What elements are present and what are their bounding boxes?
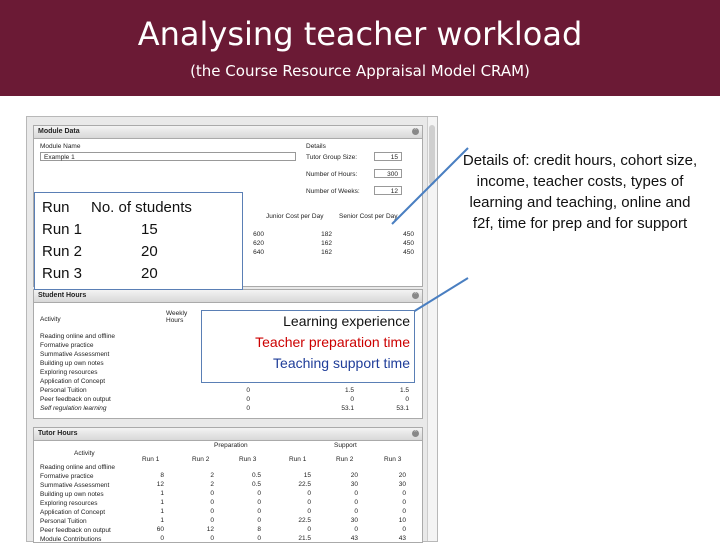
table-cell: 22.5 [298,481,311,488]
table-cell: 0 [307,508,311,515]
table-cell: 12 [156,481,164,488]
student-hours-title: Student Hours [34,290,422,303]
list-item: Exploring resources [40,369,98,376]
student-col-2: 1.5 0 53.1 [341,387,354,412]
table-cell: 0 [210,517,214,524]
list-item: Personal Tuition [40,518,87,525]
list-item: Application of Concept [40,378,106,385]
activity-col-header: Activity [74,450,95,457]
table-cell: 0 [402,490,406,497]
weekly-col-header: Weekly Hours [166,310,188,324]
table-cell: 21.5 [298,535,311,542]
senior-cost-label: Senior Cost per Day [339,213,398,220]
details-label: Details [306,143,326,150]
time-legend-overlay [201,310,415,383]
module-name-label: Module Name [40,143,81,150]
table-cell: 20 [350,472,358,479]
table-cell: 30 [350,517,358,524]
table-cell: 0 [210,499,214,506]
table-cell: 30 [398,481,406,488]
module-name-input[interactable]: Example 1 [40,152,296,161]
table-cell: 0 [307,526,311,533]
page-subtitle: (the Course Resource Appraisal Model CRAM) [190,62,530,80]
run-label: Run 2 [42,243,83,260]
run-header: Run 2 [192,456,210,463]
weeks-label: Number of Weeks: [306,188,360,195]
collapse-icon[interactable]: ⌃ [413,430,418,436]
list-item: Building up own notes [40,360,104,367]
list-item: Reading online and offline [40,333,116,340]
list-item: Self regulation learning [40,405,107,412]
hours-input[interactable]: 300 [374,169,402,178]
table-cell: 0 [354,526,358,533]
table-cell: 0 [354,499,358,506]
support-group-header: Support [334,442,357,449]
student-col-3: 1.5 0 53.1 [396,387,409,412]
run-col-header: Run [42,199,70,216]
list-item: Reading online and offline [40,464,116,471]
tutor-group-input[interactable]: 15 [374,152,402,161]
table-cell: 43 [398,535,406,542]
table-cell: 0 [354,508,358,515]
runs-overlay [34,192,243,290]
details-annotation: Details of: credit hours, cohort size, income, teacher costs, types of learning and teaching, online and f2f, time for prep and for support [462,152,698,232]
teaching-support-label: Teaching support time [273,355,410,371]
table-cell: 8 [257,526,261,533]
tutor-hours-title: Tutor Hours [34,428,422,441]
list-item: Summative Assessment [40,482,110,489]
table-cell: 0 [257,535,261,542]
table-cell: 2 [210,472,214,479]
list-item: Peer feedback on output [40,396,111,403]
cost-col-2: 182 162 162 [321,231,332,256]
page-title: Analysing teacher workload [137,15,583,53]
cost-col-1: 600 620 640 [253,231,264,256]
table-cell: 0 [210,508,214,515]
table-cell: 1 [160,517,164,524]
table-cell: 1 [160,490,164,497]
list-item: Module Contributions [40,536,102,543]
table-cell: 0 [402,499,406,506]
table-cell: 2 [210,481,214,488]
table-cell: 30 [350,481,358,488]
table-cell: 22.5 [298,517,311,524]
table-cell: 0 [307,490,311,497]
list-item: Application of Concept [40,509,106,516]
table-cell: 43 [350,535,358,542]
list-item: Formative practice [40,342,94,349]
table-cell: 0 [257,517,261,524]
student-count: 20 [141,243,158,260]
hours-label: Number of Hours: [306,171,358,178]
run-label: Run 1 [42,221,83,238]
run-header: Run 1 [289,456,307,463]
list-item: Peer feedback on output [40,527,111,534]
preparation-group-header: Preparation [214,442,248,449]
list-item: Formative practice [40,473,94,480]
run-header: Run 1 [142,456,160,463]
student-col-1: 0 0 0 [246,387,250,412]
table-cell: 1 [160,499,164,506]
table-cell: 0 [354,490,358,497]
junior-cost-label: Junior Cost per Day [266,213,324,220]
table-cell: 0 [402,526,406,533]
list-item: Exploring resources [40,500,98,507]
module-data-title: Module Data [34,126,422,139]
table-cell: 0.5 [251,472,261,479]
table-cell: 0 [210,535,214,542]
connector-line-legend [413,278,468,312]
table-cell: 0 [257,499,261,506]
teacher-preparation-label: Teacher preparation time [255,334,410,350]
table-cell: 8 [160,472,164,479]
tutor-group-label: Tutor Group Size: [306,154,358,161]
list-item: Building up own notes [40,491,104,498]
table-cell: 20 [398,472,406,479]
table-cell: 0 [402,508,406,515]
table-cell: 12 [206,526,214,533]
weeks-input[interactable]: 12 [374,186,402,195]
collapse-icon[interactable]: ⌃ [413,292,418,298]
run-label: Run 3 [42,265,83,282]
activity-col-header: Activity [40,316,61,323]
cost-col-3: 450 450 450 [403,231,414,256]
list-item: Summative Assessment [40,351,110,358]
run-header: Run 2 [336,456,354,463]
table-cell: 0.5 [251,481,261,488]
connector-line-details [392,148,468,224]
table-cell: 60 [156,526,164,533]
student-count: 15 [141,221,158,238]
students-col-header: No. of students [91,199,192,216]
run-header: Run 3 [239,456,257,463]
table-cell: 15 [303,472,311,479]
run-header: Run 3 [384,456,402,463]
table-cell: 10 [398,517,406,524]
table-cell: 0 [210,490,214,497]
table-cell: 1 [160,508,164,515]
table-cell: 0 [257,490,261,497]
collapse-icon[interactable]: ⌃ [413,128,418,134]
student-count: 20 [141,265,158,282]
table-cell: 0 [160,535,164,542]
learning-experience-label: Learning experience [283,313,410,329]
table-cell: 0 [257,508,261,515]
list-item: Personal Tuition [40,387,87,394]
table-cell: 0 [307,499,311,506]
